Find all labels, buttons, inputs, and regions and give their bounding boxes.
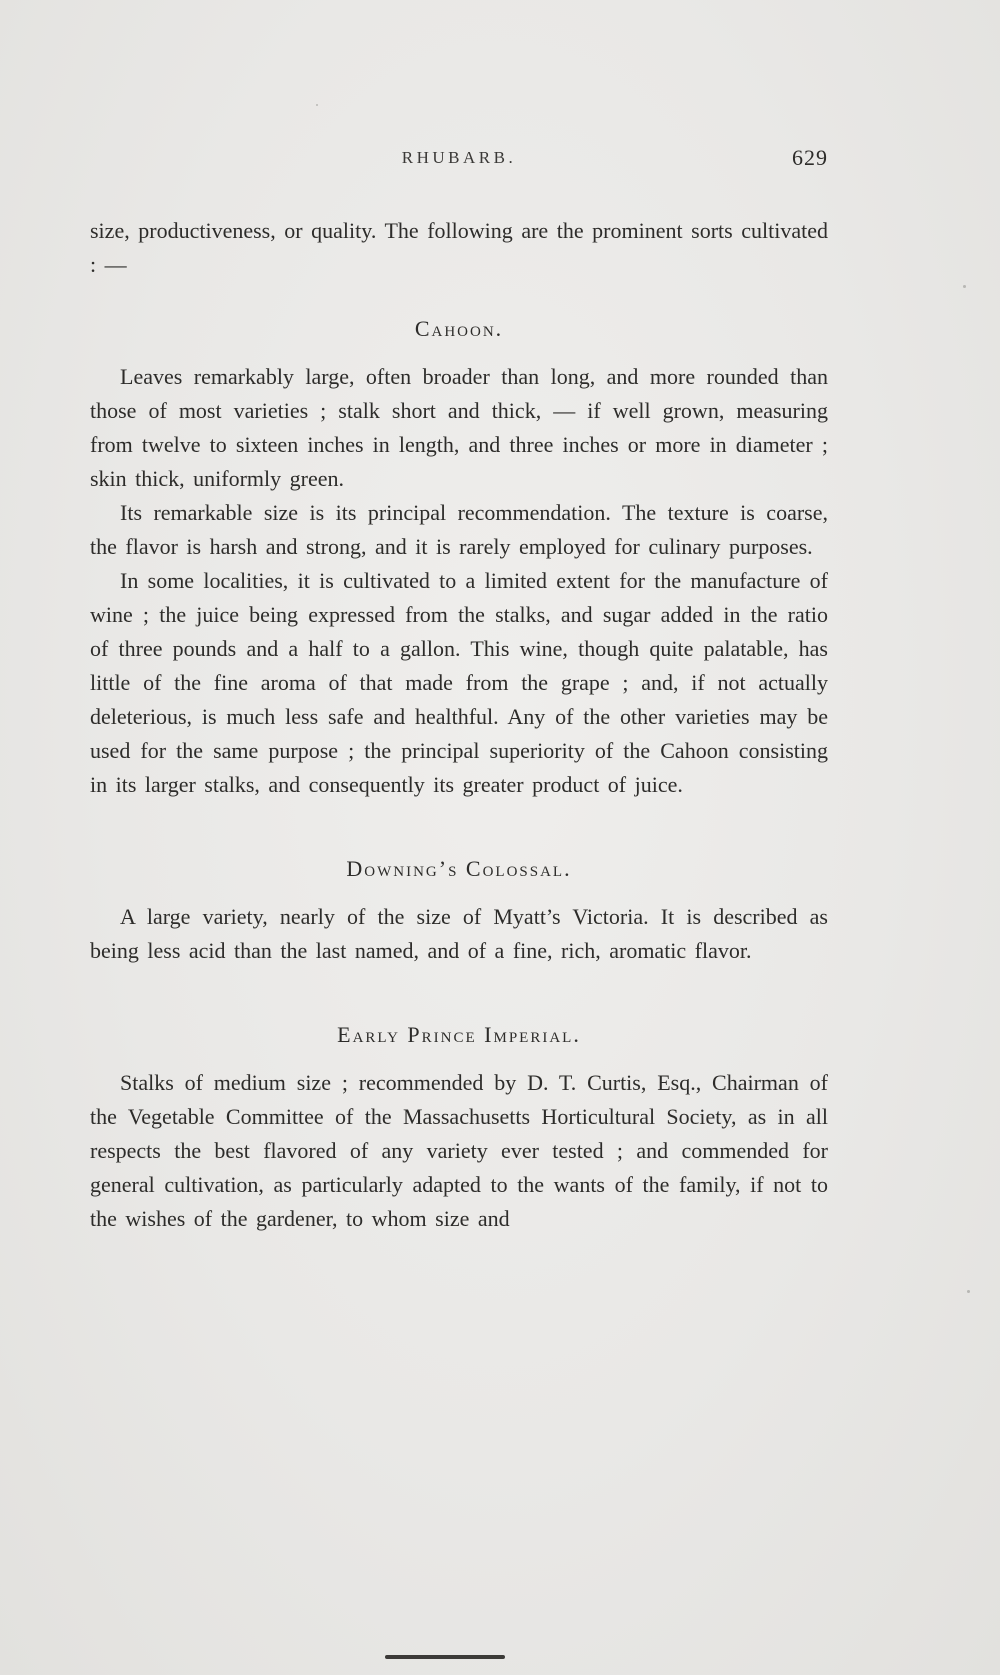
scan-speck	[963, 285, 966, 288]
section-early-prince-imperial	[90, 1022, 828, 1236]
scan-speck	[967, 1290, 970, 1293]
intro-paragraph: size, productiveness, or quality. The following are the prominent sorts cultivated : —	[90, 218, 828, 277]
section-heading-downings-colossal: Downing’s Colossal.	[346, 856, 572, 881]
scan-artifact-mark	[385, 1655, 505, 1659]
scan-speck	[316, 104, 318, 106]
paragraph: Stalks of medium size ; recommended by D. T. Curtis, Esq., Chairman of the Vegetable Committee of the Massachusetts Horticultural Society, as in all respects the best flavored of any variety ever tested ; and commended for general cultivation, as particularly adapted to the wants of the family, if not to the wishes of the gardener, to whom size and	[90, 1070, 828, 1231]
paragraph: Leaves remarkably large, often broader than long, and more rounded than those of most varieties ; stalk short and thick, — if well grown, measuring from twelve to sixteen inches in length, and three inches or more in diameter ; skin thick, uniformly green.	[90, 364, 828, 491]
section-cahoon	[90, 316, 828, 802]
paragraph: In some localities, it is cultivated to a limited extent for the manufacture of wine ; the juice being expressed from the stalks, and sugar added in the ratio of three pounds and a half to a gallon. This wine, though quite palatable, has little of the fine aroma of that made from the grape ; and, if not actually deleterious, is much less safe and healthful. Any of the other varieties may be used for the same purpose ; the principal superiority of the Cahoon consisting in its larger stalks, and consequently its greater product of juice.	[90, 568, 828, 797]
running-title: RHUBARB.	[401, 148, 517, 167]
page-number: 629	[792, 145, 828, 170]
paragraph: A large variety, nearly of the size of Myatt’s Victoria. It is described as being less acid than the last named, and of a fine, rich, aromatic flavor.	[90, 904, 828, 963]
paragraph: Its remarkable size is its principal recommendation. The texture is coarse, the flavor is harsh and strong, and it is rarely employed for culinary purposes.	[90, 500, 828, 559]
section-downings-colossal	[90, 856, 828, 968]
section-heading-cahoon: Cahoon.	[414, 316, 504, 341]
section-heading-early-prince-imperial: Early Prince Imperial.	[337, 1022, 581, 1047]
page-header	[90, 145, 828, 172]
